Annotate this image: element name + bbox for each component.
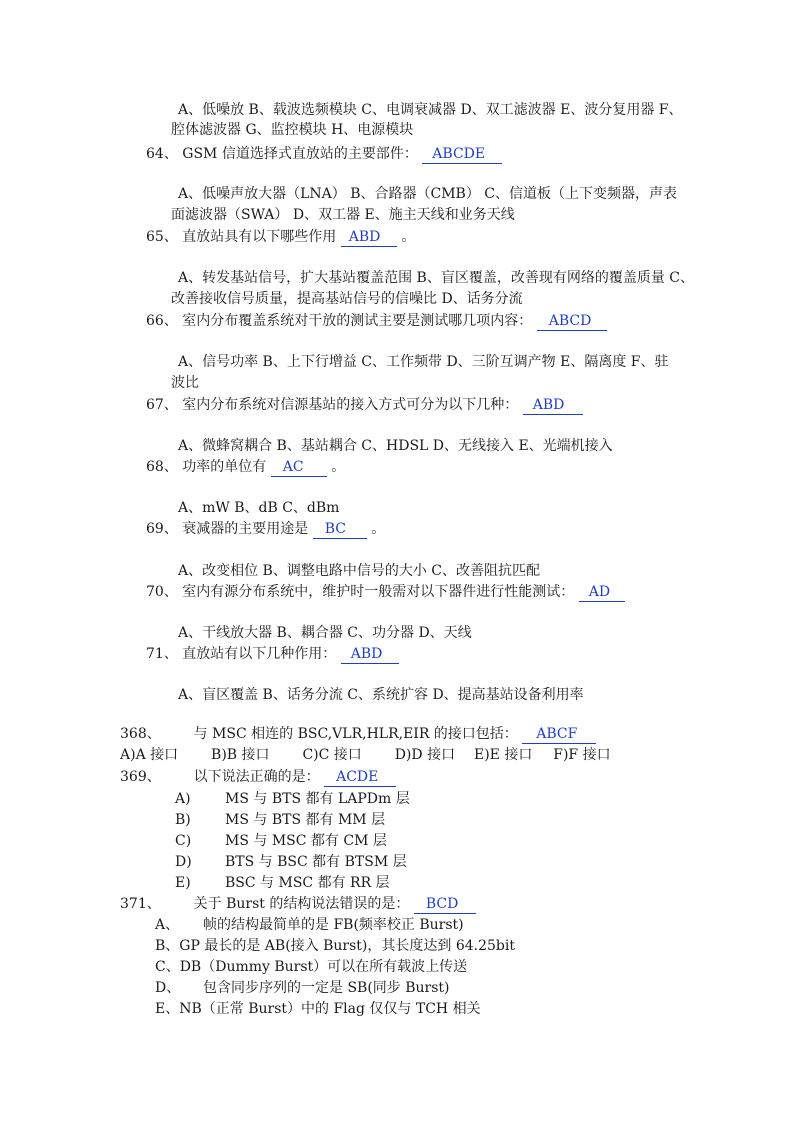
question-number: 369、	[120, 769, 161, 785]
question-67	[146, 395, 583, 415]
option-item: E)E 接口	[473, 747, 533, 763]
question-68	[146, 457, 345, 477]
answer-blank: ABD	[523, 397, 583, 415]
question-number: 66、	[146, 313, 178, 329]
option-line: A、微蜂窝耦合 B、基站耦合 C、HDSL D、无线接入 E、光端机接入	[178, 438, 613, 454]
question-64	[146, 144, 502, 164]
option-item: B)B 接口	[211, 747, 270, 763]
option-item: A)A 接口	[120, 747, 179, 763]
option-item: F)F 接口	[553, 747, 611, 763]
question-stem: GSM 信道选择式直放站的主要部件：	[182, 146, 418, 162]
question-66	[146, 311, 607, 331]
question-number: 70、	[146, 584, 178, 600]
answer-blank: AC	[271, 459, 327, 477]
option-item: C、DB（Dummy Burst）可以在所有载波上传送	[155, 959, 468, 975]
question-stem: 与 MSC 相连的 BSC,VLR,HLR,EIR 的接口包括：	[193, 726, 518, 742]
question-69	[146, 519, 385, 539]
question-stem: 衰减器的主要用途是	[182, 521, 309, 537]
question-stem: 以下说法正确的是：	[193, 769, 320, 785]
option-line: A、改变相位 B、调整电路中信号的大小 C、改善阻抗匹配	[178, 563, 541, 579]
question-65	[146, 227, 415, 247]
question-70	[146, 582, 625, 602]
option-line: 改善接收信号质量，提高基站信号的信噪比 D、话务分流	[171, 291, 523, 307]
option-line: A、低噪声放大器（LNA） B、合路器（CMB） C、信道板（上下变频器，声表	[178, 186, 678, 202]
option-item: B、GP 最长的是 AB(接入 Burst)，其长度达到 64.25bit	[155, 938, 515, 954]
option-item: D)D 接口	[394, 747, 456, 763]
answer-blank: BCD	[414, 896, 476, 914]
question-number: 371、	[120, 896, 161, 912]
question-number: 68、	[146, 459, 178, 475]
answer-blank: AD	[579, 584, 625, 602]
question-number: 71、	[146, 646, 178, 662]
option-line: A、转发基站信号，扩大基站覆盖范围 B、盲区覆盖，改善现有网络的覆盖质量 C、	[178, 270, 695, 286]
question-number: 368、	[120, 726, 161, 742]
question-stem: 室内有源分布系统中，维护时一般需对以下器件进行性能测试：	[182, 584, 575, 600]
question-stem: 室内分布系统对信源基站的接入方式可分为以下几种：	[182, 397, 519, 413]
option-line: 面滤波器（SWA） D、双工器 E、施主天线和业务天线	[171, 207, 515, 223]
question-number: 65、	[146, 229, 178, 245]
option-row-368	[120, 745, 611, 765]
answer-blank: ABCF	[522, 726, 596, 744]
question-stem: 室内分布覆盖系统对干放的测试主要是测试哪几项内容：	[182, 313, 533, 329]
answer-blank: BC	[313, 521, 367, 539]
answer-blank: ABD	[341, 229, 397, 247]
option-line: A、低噪放 B、载波选频模块 C、电调衰减器 D、双工滤波器 E、波分复用器 F、	[178, 102, 683, 118]
question-number: 67、	[146, 397, 178, 413]
question-371	[120, 894, 476, 914]
option-line: A、盲区覆盖 B、话务分流 C、系统扩容 D、提高基站设备利用率	[178, 687, 584, 703]
question-stem: 功率的单位有	[182, 459, 267, 475]
question-suffix: 。	[371, 521, 386, 537]
option-line: A、信号功率 B、上下行增益 C、工作频带 D、三阶互调产物 E、隔离度 F、驻	[178, 354, 669, 370]
question-71	[146, 644, 399, 664]
option-line: A、干线放大器 B、耦合器 C、功分器 D、天线	[178, 625, 472, 641]
answer-blank: ABCD	[537, 313, 607, 331]
option-item: E、NB（正常 Burst）中的 Flag 仅仅与 TCH 相关	[155, 1001, 481, 1017]
question-368	[120, 724, 596, 744]
option-line: 波比	[171, 375, 199, 391]
question-stem: 关于 Burst 的结构说法错误的是：	[193, 896, 410, 912]
question-number: 64、	[146, 146, 178, 162]
question-number: 69、	[146, 521, 178, 537]
option-line: 腔体滤波器 G、监控模块 H、电源模块	[171, 122, 414, 138]
question-suffix: 。	[401, 229, 416, 245]
question-stem: 直放站具有以下哪些作用	[182, 229, 337, 245]
option-item: C)C 接口	[302, 747, 362, 763]
option-line: A、mW B、dB C、dBm	[178, 500, 340, 516]
question-369	[120, 767, 396, 787]
answer-blank: ACDE	[324, 769, 396, 787]
question-suffix: 。	[331, 459, 346, 475]
answer-blank: ABD	[341, 646, 399, 664]
question-stem: 直放站有以下几种作用：	[182, 646, 337, 662]
answer-blank: ABCDE	[422, 146, 502, 164]
